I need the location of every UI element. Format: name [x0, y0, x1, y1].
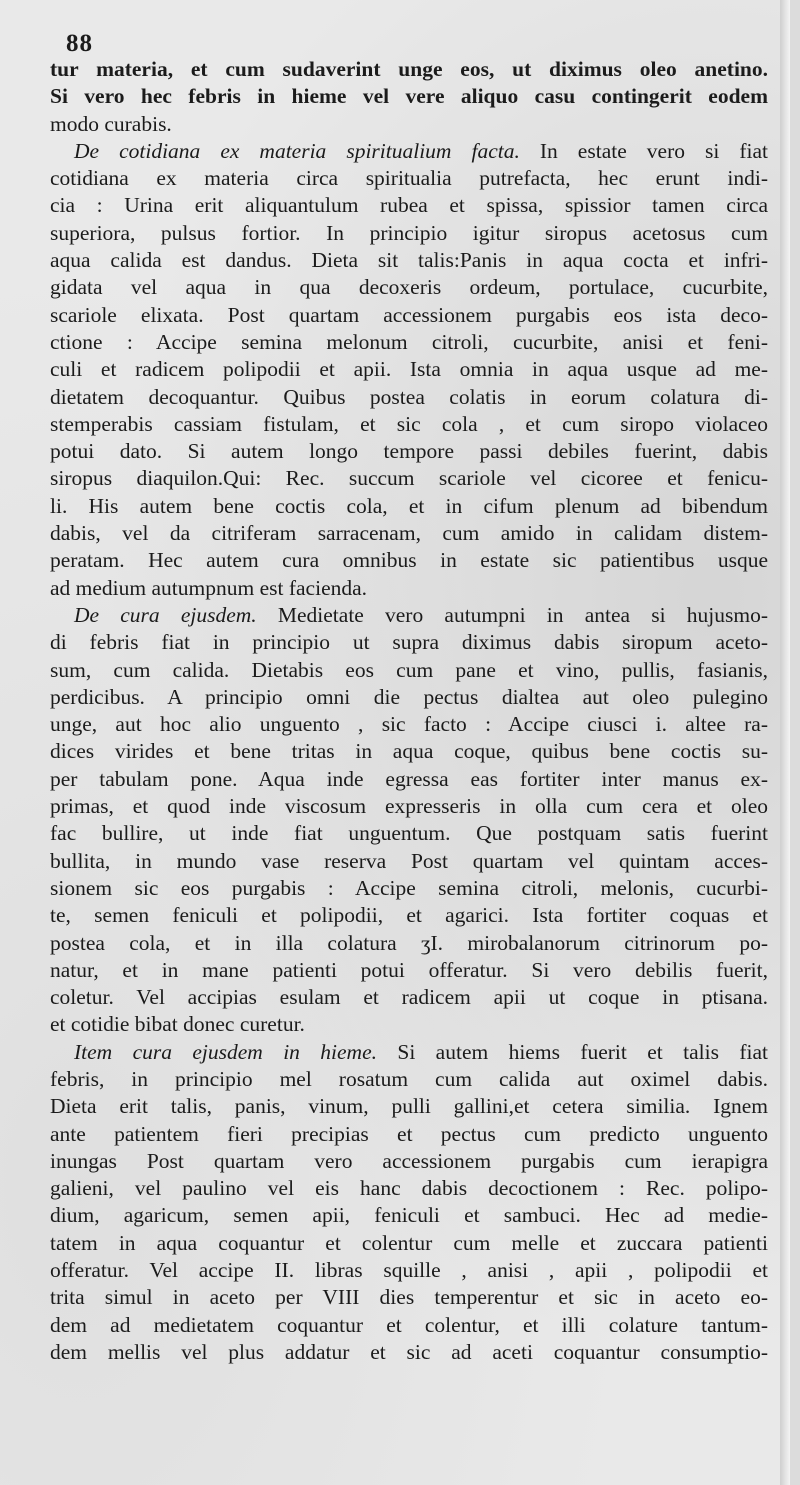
- line-text: In estate vero si fiat: [519, 138, 768, 163]
- text-line: [50, 738, 768, 765]
- line-text: dices virides et bene tritas in aqua coque, quibus bene coctis su-: [50, 739, 768, 764]
- text-line: [50, 1093, 768, 1120]
- text-line: [50, 138, 768, 165]
- text-line: [50, 957, 768, 984]
- text-line: [50, 711, 768, 738]
- line-text: dem mellis vel plus addatur et sic ad aceti coquantur consumptio-: [50, 1339, 768, 1364]
- text-line: [50, 902, 768, 929]
- line-text: et cotidie bibat donec curetur.: [50, 1012, 305, 1037]
- text-line: [50, 766, 768, 793]
- text-line: [50, 848, 768, 875]
- text-line: [50, 1257, 768, 1284]
- body-text: [50, 56, 768, 1366]
- text-line: [50, 465, 768, 492]
- line-text: postea cola, et in illa colatura ʒI. mirobalanorum citrinorum po-: [50, 930, 768, 955]
- text-line: [50, 1230, 768, 1257]
- text-line: [50, 1039, 768, 1066]
- line-text: te, semen feniculi et polipodii, et agarici. Ista fortiter coquas et: [50, 903, 768, 928]
- line-text: cia : Urina erit aliquantulum rubea et spissa, spissior tamen circa: [50, 193, 768, 218]
- text-line: [50, 1175, 768, 1202]
- line-text: inungas Post quartam vero accessionem purgabis cum ierapigra: [50, 1148, 768, 1173]
- line-text: ctione : Accipe semina melonum citroli, cucurbite, anisi et feni-: [50, 329, 768, 354]
- text-line: [50, 56, 768, 83]
- text-line: [50, 247, 768, 274]
- line-text: unge, aut hoc alio unguento , sic facto : Accipe ciusci i. altee ra-: [50, 712, 768, 737]
- text-line: [50, 274, 768, 301]
- line-text: primas, et quod inde viscosum expresseris in olla cum cera et oleo: [50, 794, 768, 819]
- line-text: bullita, in mundo vase reserva Post quartam vel quintam acces-: [50, 848, 768, 873]
- line-text: tatem in aqua coquantur et colentur cum melle et zuccara patienti: [50, 1230, 768, 1255]
- line-text: trita simul in aceto per VIII dies temperentur et sic in aceto eo-: [50, 1285, 768, 1310]
- line-text: sum, cum calida. Dietabis eos cum pane et vino, pullis, fasianis,: [50, 657, 768, 682]
- line-text: fac bullire, ut inde fiat unguentum. Que postquam satis fuerint: [50, 821, 768, 846]
- text-line: [50, 192, 768, 219]
- text-line: [50, 1312, 768, 1339]
- line-text: ad medium autumpnum est facienda.: [50, 575, 368, 600]
- text-line: [50, 329, 768, 356]
- line-text: aqua calida est dandus. Dieta sit talis:Panis in aqua cocta et infri-: [50, 248, 768, 273]
- text-line: [50, 930, 768, 957]
- text-line: [50, 520, 768, 547]
- line-text: Si vero hec febris in hieme vel vere aliquo casu contingerit eodem: [50, 84, 768, 109]
- text-line: [50, 629, 768, 656]
- text-line: [50, 111, 768, 138]
- page-number: 88: [66, 30, 93, 57]
- line-text: per tabulam pone. Aqua inde egressa eas fortiter inter manus ex-: [50, 766, 768, 791]
- section-heading: De cura ejusdem.: [74, 602, 257, 627]
- line-text: dietatem decoquantur. Quibus postea colatis in eorum colatura di-: [50, 384, 768, 409]
- line-text: offeratur. Vel accipe II. libras squille , anisi , apii , polipodii et: [50, 1258, 768, 1283]
- text-line: [50, 1066, 768, 1093]
- line-text: natur, et in mane patienti potui offeratur. Si vero debilis fuerit,: [50, 957, 768, 982]
- text-line: [50, 1011, 768, 1038]
- line-text: Dieta erit talis, panis, vinum, pulli gallini,et cetera similia. Ignem: [50, 1094, 768, 1119]
- section-heading: De cotidiana ex materia spiritualium facta.: [74, 138, 520, 163]
- line-text: tur materia, et cum sudaverint unge eos, ut diximus oleo anetino.: [50, 57, 768, 81]
- line-text: di febris fiat in principio ut supra diximus dabis siropum aceto-: [50, 630, 768, 655]
- line-text: dem ad medietatem coquantur et colentur, et illi colature tantum-: [50, 1312, 768, 1337]
- text-line: [50, 493, 768, 520]
- text-line: [50, 875, 768, 902]
- text-line: [50, 684, 768, 711]
- text-line: [50, 83, 768, 110]
- text-line: [50, 793, 768, 820]
- text-line: [50, 302, 768, 329]
- text-line: [50, 384, 768, 411]
- text-line: [50, 1284, 768, 1311]
- text-line: [50, 657, 768, 684]
- line-text: siropus diaquilon.Qui: Rec. succum scariole vel cicoree et fenicu-: [50, 466, 768, 491]
- text-line: [50, 984, 768, 1011]
- text-line: [50, 438, 768, 465]
- line-text: sionem sic eos purgabis : Accipe semina citroli, melonis, cucurbi-: [50, 875, 768, 900]
- text-line: [50, 1148, 768, 1175]
- text-line: [50, 547, 768, 574]
- line-text: dium, agaricum, semen apii, feniculi et sambuci. Hec ad medie-: [50, 1203, 768, 1228]
- line-text: galieni, vel paulino vel eis hanc dabis decoctionem : Rec. polipo-: [50, 1176, 768, 1201]
- line-text: stemperabis cassiam fistulam, et sic cola , et cum siropo violaceo: [50, 411, 768, 436]
- line-text: superiora, pulsus fortior. In principio igitur siropus acetosus cum: [50, 220, 768, 245]
- section-heading: Item cura ejusdem in hieme.: [74, 1039, 377, 1064]
- line-text: gidata vel aqua in qua decoxeris ordeum, portulace, cucurbite,: [50, 275, 768, 300]
- line-text: Medietate vero autumpni in antea si hujusmo-: [256, 602, 768, 627]
- line-text: coletur. Vel accipias esulam et radicem apii ut coque in ptisana.: [50, 985, 768, 1010]
- line-text: ante patientem fieri precipias et pectus cum predicto unguento: [50, 1121, 768, 1146]
- text-line: [50, 1121, 768, 1148]
- text-line: [50, 602, 768, 629]
- text-line: [50, 575, 768, 602]
- text-line: [50, 165, 768, 192]
- text-line: [50, 356, 768, 383]
- text-line: [50, 1202, 768, 1229]
- line-text: cotidiana ex materia circa spiritualia putrefacta, hec erunt indi-: [50, 166, 768, 191]
- line-text: scariole elixata. Post quartam accessionem purgabis eos ista deco-: [50, 302, 768, 327]
- line-text: modo curabis.: [50, 111, 172, 136]
- text-line: [50, 820, 768, 847]
- line-text: culi et radicem polipodii et apii. Ista omnia in aqua usque ad me-: [50, 357, 768, 382]
- line-text: febris, in principio mel rosatum cum calida aut oximel dabis.: [50, 1066, 768, 1091]
- text-line: [50, 1339, 768, 1366]
- text-line: [50, 411, 768, 438]
- line-text: dabis, vel da citriferam sarracenam, cum amido in calidam distem-: [50, 521, 768, 546]
- page-edge-shadow: [780, 0, 790, 1485]
- text-line: [50, 220, 768, 247]
- line-text: Si autem hiems fuerit et talis fiat: [377, 1039, 768, 1064]
- line-text: li. His autem bene coctis cola, et in cifum plenum ad bibendum: [50, 493, 768, 518]
- line-text: peratam. Hec autem cura omnibus in estate sic patientibus usque: [50, 548, 768, 573]
- line-text: perdicibus. A principio omni die pectus dialtea aut oleo pulegino: [50, 684, 768, 709]
- line-text: potui dato. Si autem longo tempore passi debiles fuerint, dabis: [50, 439, 768, 464]
